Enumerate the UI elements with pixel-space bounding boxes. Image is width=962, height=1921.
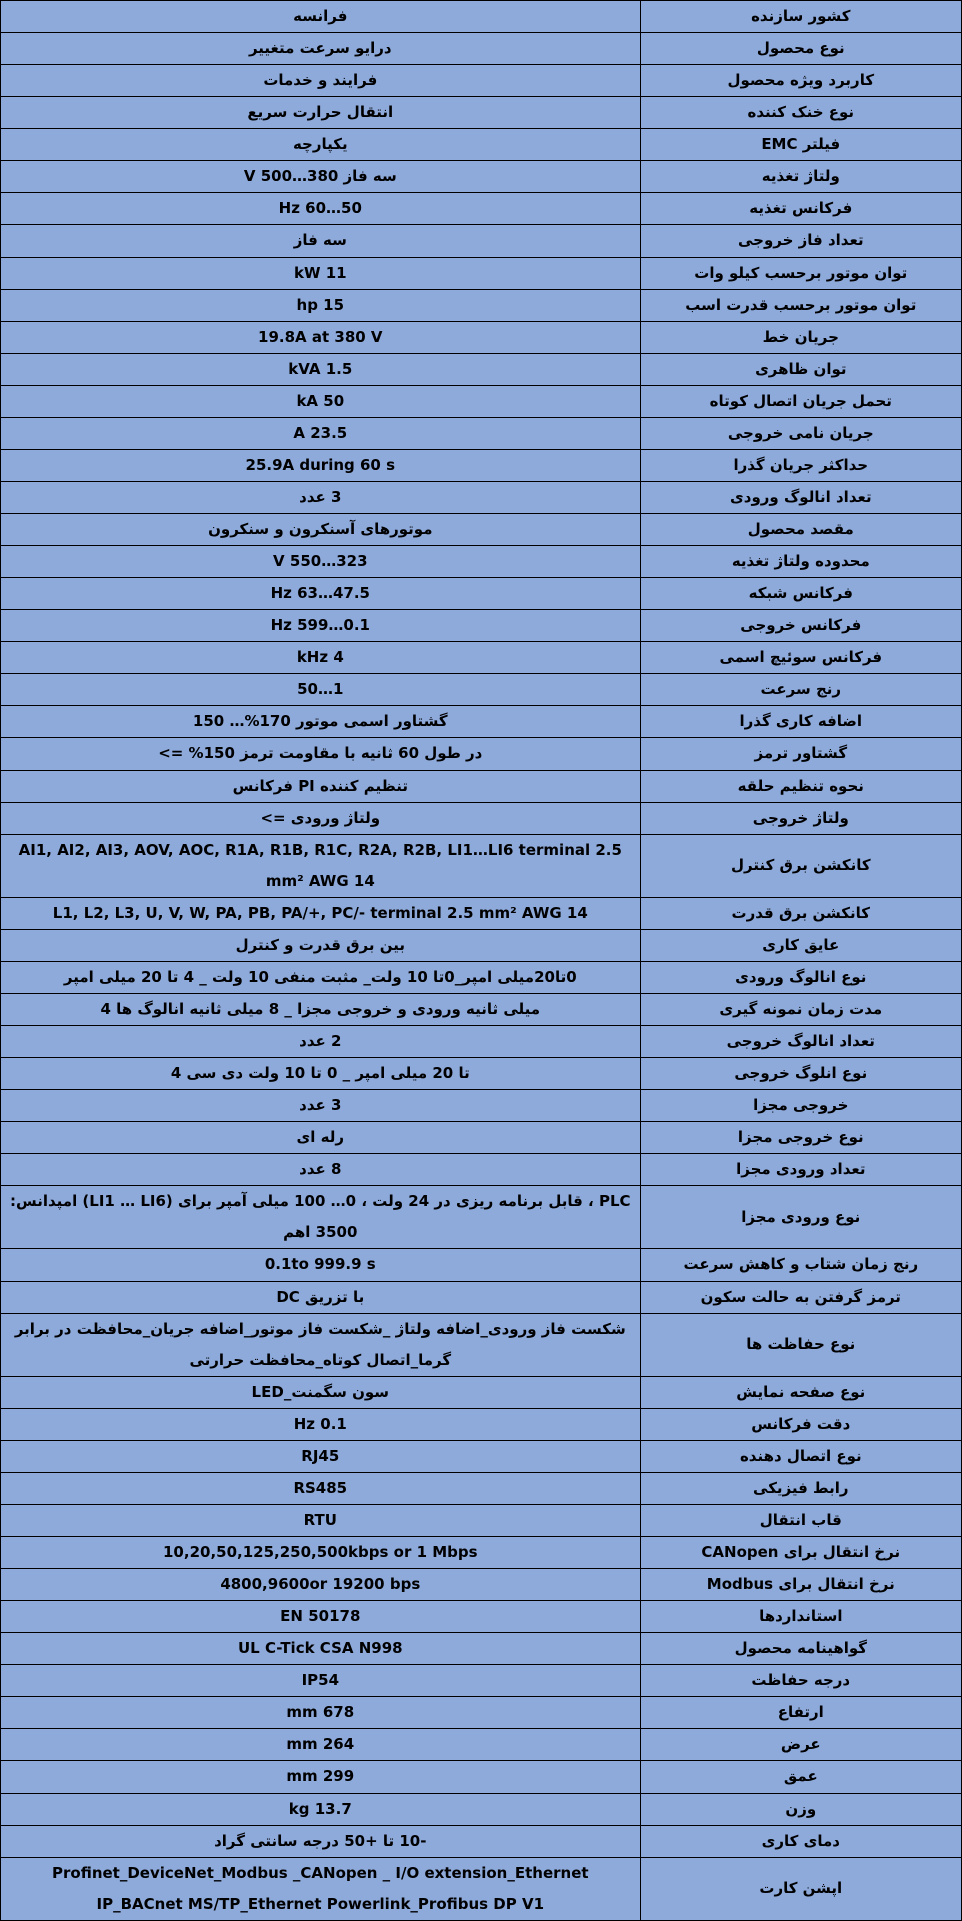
table-row: [1, 897, 962, 929]
table-row: [1, 1313, 962, 1376]
table-row: [1, 961, 962, 993]
spec-label: ترمز گرفتن به حالت سکون: [640, 1281, 961, 1313]
spec-label: حداکثر جریان گذرا: [640, 449, 961, 481]
spec-label: نرخ انتقال برای CANopen: [640, 1537, 961, 1569]
spec-value: شکست فاز ورودی_اضافه ولتاژ _شکست فاز موتور_اضافه جریان_محافظت در برابر گرما_اتصال کوتاه_محافظت حرارتی: [1, 1313, 641, 1376]
table-row: [1, 1058, 962, 1090]
spec-label: فرکانس خروجی: [640, 610, 961, 642]
spec-label: نوع ورودی مجزا: [640, 1186, 961, 1249]
spec-value: با تزریق DC: [1, 1281, 641, 1313]
spec-label: تحمل جریان اتصال کوتاه: [640, 385, 961, 417]
table-row: [1, 578, 962, 610]
spec-value: 299 mm: [1, 1761, 641, 1793]
table-row: [1, 1026, 962, 1058]
table-row: [1, 257, 962, 289]
spec-label: عمق: [640, 1761, 961, 1793]
spec-label: اپشن کارت: [640, 1857, 961, 1920]
spec-label: فرکانس سوئیچ اسمی: [640, 642, 961, 674]
spec-label: نرخ انتقال برای Modbus: [640, 1569, 961, 1601]
spec-label: ارتفاع: [640, 1697, 961, 1729]
spec-value: 10,20,50,125,250,500kbps or 1 Mbps: [1, 1537, 641, 1569]
table-row: [1, 385, 962, 417]
spec-label: قاب انتقال: [640, 1504, 961, 1536]
spec-label: نوع حفاظت ها: [640, 1313, 961, 1376]
spec-value: 11 kW: [1, 257, 641, 289]
spec-value: سه فاز 380…500 V: [1, 161, 641, 193]
spec-value: رله ای: [1, 1122, 641, 1154]
spec-label: تعداد انالوگ خروجی: [640, 1026, 961, 1058]
spec-value: RS485: [1, 1472, 641, 1504]
spec-value: میلی ثانیه ورودی و خروجی مجزا _ 8 میلی ثانیه انالوگ ها 4: [1, 993, 641, 1025]
spec-label: استانداردها: [640, 1601, 961, 1633]
spec-table-body: [1, 1, 962, 1921]
spec-label: گواهینامه محصول: [640, 1633, 961, 1665]
spec-value: بین برق قدرت و کنترل: [1, 929, 641, 961]
table-row: [1, 1633, 962, 1665]
spec-value: 50…60 Hz: [1, 193, 641, 225]
spec-value: RTU: [1, 1504, 641, 1536]
spec-value: UL C-Tick CSA N998: [1, 1633, 641, 1665]
spec-value: 0تا20میلی امپر_0تا 10 ولت_ مثبت منفی 10 ولت _ 4 تا 20 میلی امپر: [1, 961, 641, 993]
spec-label: خروجی مجزا: [640, 1090, 961, 1122]
spec-label: محدوده ولتاژ تغذیه: [640, 546, 961, 578]
spec-value: 50 kA: [1, 385, 641, 417]
table-row: [1, 1408, 962, 1440]
spec-value: درایو سرعت متغییر: [1, 33, 641, 65]
spec-value: 678 mm: [1, 1697, 641, 1729]
spec-value: فرانسه: [1, 1, 641, 33]
table-row: [1, 770, 962, 802]
spec-value: گشتاور اسمی موتور 170%… 150: [1, 706, 641, 738]
spec-value: 15 hp: [1, 289, 641, 321]
spec-label: جریان نامی خروجی: [640, 417, 961, 449]
table-row: [1, 97, 962, 129]
table-row: [1, 1537, 962, 1569]
spec-value: EN 50178: [1, 1601, 641, 1633]
spec-label: جریان خط: [640, 321, 961, 353]
table-row: [1, 929, 962, 961]
table-row: [1, 1793, 962, 1825]
spec-label: کانکشن برق کنترل: [640, 834, 961, 897]
spec-label: گشتاور ترمز: [640, 738, 961, 770]
table-row: [1, 65, 962, 97]
table-row: [1, 417, 962, 449]
spec-label: عایق کاری: [640, 929, 961, 961]
spec-value: 8 عدد: [1, 1154, 641, 1186]
spec-value: سه فاز: [1, 225, 641, 257]
table-row: [1, 1186, 962, 1249]
table-row: [1, 129, 962, 161]
table-row: [1, 481, 962, 513]
spec-value: 4 kHz: [1, 642, 641, 674]
table-row: [1, 1376, 962, 1408]
table-row: [1, 1122, 962, 1154]
spec-value: PLC ، قابل برنامه ریزی در 24 ولت ، 0… 100 میلی آمپر برای (LI1 … LI6) امپدانس: 3500 اهم: [1, 1186, 641, 1249]
spec-label: فرکانس شبکه: [640, 578, 961, 610]
spec-value: انتقال حرارت سریع: [1, 97, 641, 129]
table-row: [1, 193, 962, 225]
spec-value: 4800,9600or 19200 bps: [1, 1569, 641, 1601]
table-row: [1, 449, 962, 481]
table-row: [1, 706, 962, 738]
table-row: [1, 1857, 962, 1920]
spec-value: -10 تا +50 درجه سانتی گراد: [1, 1825, 641, 1857]
table-row: [1, 225, 962, 257]
spec-label: دقت فرکانس: [640, 1408, 961, 1440]
spec-label: نوع انالوگ ورودی: [640, 961, 961, 993]
spec-value: موتورهای آسنکرون و سنکرون: [1, 514, 641, 546]
table-row: [1, 1729, 962, 1761]
spec-label: کانکشن برق قدرت: [640, 897, 961, 929]
spec-label: اضافه کاری گذرا: [640, 706, 961, 738]
table-row: [1, 802, 962, 834]
spec-label: توان موتور برحسب قدرت اسب: [640, 289, 961, 321]
spec-label: ولتاژ تغذیه: [640, 161, 961, 193]
table-row: [1, 1504, 962, 1536]
spec-value: سون سگمنت_LED: [1, 1376, 641, 1408]
spec-value: RJ45: [1, 1440, 641, 1472]
spec-label: نحوه تنظیم حلقه: [640, 770, 961, 802]
table-row: [1, 1, 962, 33]
spec-value: 0.1 Hz: [1, 1408, 641, 1440]
spec-value: 25.9A during 60 s: [1, 449, 641, 481]
table-row: [1, 1249, 962, 1281]
spec-value: تا 20 میلی امپر _ 0 تا 10 ولت دی سی 4: [1, 1058, 641, 1090]
spec-label: کشور سازنده: [640, 1, 961, 33]
spec-label: درجه حفاظت: [640, 1665, 961, 1697]
spec-value: 3 عدد: [1, 481, 641, 513]
spec-label: مقصد محصول: [640, 514, 961, 546]
spec-label: نوع خنک کننده: [640, 97, 961, 129]
table-row: [1, 1281, 962, 1313]
spec-label: نوع خروجی مجزا: [640, 1122, 961, 1154]
spec-label: ولتاژ خروجی: [640, 802, 961, 834]
table-row: [1, 1569, 962, 1601]
spec-label: نوع انلوگ خروجی: [640, 1058, 961, 1090]
table-row: [1, 610, 962, 642]
spec-value: 1.5 kVA: [1, 353, 641, 385]
spec-value: فرایند و خدمات: [1, 65, 641, 97]
spec-value: 323…550 V: [1, 546, 641, 578]
spec-label: تعداد فاز خروجی: [640, 225, 961, 257]
spec-label: رابط فیزیکی: [640, 1472, 961, 1504]
spec-value: 19.8A at 380 V: [1, 321, 641, 353]
spec-value: 264 mm: [1, 1729, 641, 1761]
table-row: [1, 1825, 962, 1857]
table-row: [1, 161, 962, 193]
table-row: [1, 1601, 962, 1633]
spec-value: 3 عدد: [1, 1090, 641, 1122]
table-row: [1, 1440, 962, 1472]
spec-label: کاربرد ویژه محصول: [640, 65, 961, 97]
spec-label: مدت زمان نمونه گیری: [640, 993, 961, 1025]
table-row: [1, 1154, 962, 1186]
spec-label: عرض: [640, 1729, 961, 1761]
spec-value: AI1, AI2, AI3, AOV, AOC, R1A, R1B, R1C, R2A, R2B, LI1…LI6 terminal 2.5 mm² AWG 14: [1, 834, 641, 897]
spec-value: 47.5…63 Hz: [1, 578, 641, 610]
table-row: [1, 1665, 962, 1697]
table-row: [1, 1761, 962, 1793]
spec-value: تنظیم کننده PI فرکانس: [1, 770, 641, 802]
table-row: [1, 674, 962, 706]
table-row: [1, 546, 962, 578]
spec-label: تعداد ورودی مجزا: [640, 1154, 961, 1186]
spec-label: دمای کاری: [640, 1825, 961, 1857]
table-row: [1, 514, 962, 546]
spec-value: 13.7 kg: [1, 1793, 641, 1825]
spec-label: وزن: [640, 1793, 961, 1825]
spec-label: فرکانس تغذیه: [640, 193, 961, 225]
spec-label: تعداد انالوگ ورودی: [640, 481, 961, 513]
table-row: [1, 1472, 962, 1504]
table-row: [1, 321, 962, 353]
spec-label: نوع صفحه نمایش: [640, 1376, 961, 1408]
spec-label: نوع اتصال دهنده: [640, 1440, 961, 1472]
spec-value: یکپارچه: [1, 129, 641, 161]
table-row: [1, 993, 962, 1025]
spec-label: نوع محصول: [640, 33, 961, 65]
table-row: [1, 642, 962, 674]
spec-value: 23.5 A: [1, 417, 641, 449]
spec-value: 0.1to 999.9 s: [1, 1249, 641, 1281]
spec-value: IP54: [1, 1665, 641, 1697]
spec-value: ولتاژ ورودی =>: [1, 802, 641, 834]
spec-value: 2 عدد: [1, 1026, 641, 1058]
spec-label: رنج سرعت: [640, 674, 961, 706]
spec-value: L1, L2, L3, U, V, W, PA, PB, PA/+, PC/- terminal 2.5 mm² AWG 14: [1, 897, 641, 929]
table-row: [1, 289, 962, 321]
spec-label: توان موتور برحسب کیلو وات: [640, 257, 961, 289]
table-row: [1, 1697, 962, 1729]
spec-value: 0.1…599 Hz: [1, 610, 641, 642]
table-row: [1, 353, 962, 385]
table-row: [1, 834, 962, 897]
table-row: [1, 33, 962, 65]
spec-value: در طول 60 ثانیه با مقاومت ترمز 150% =>: [1, 738, 641, 770]
table-row: [1, 738, 962, 770]
spec-label: رنج زمان شتاب و کاهش سرعت: [640, 1249, 961, 1281]
table-row: [1, 1090, 962, 1122]
spec-value: Profinet_DeviceNet_Modbus _CANopen _ I/O extension_Ethernet IP_BACnet MS/TP_Ethernet Powerlink_Profibus DP V1: [1, 1857, 641, 1920]
spec-label: توان ظاهری: [640, 353, 961, 385]
spec-label: فیلتر EMC: [640, 129, 961, 161]
spec-value: 1…50: [1, 674, 641, 706]
